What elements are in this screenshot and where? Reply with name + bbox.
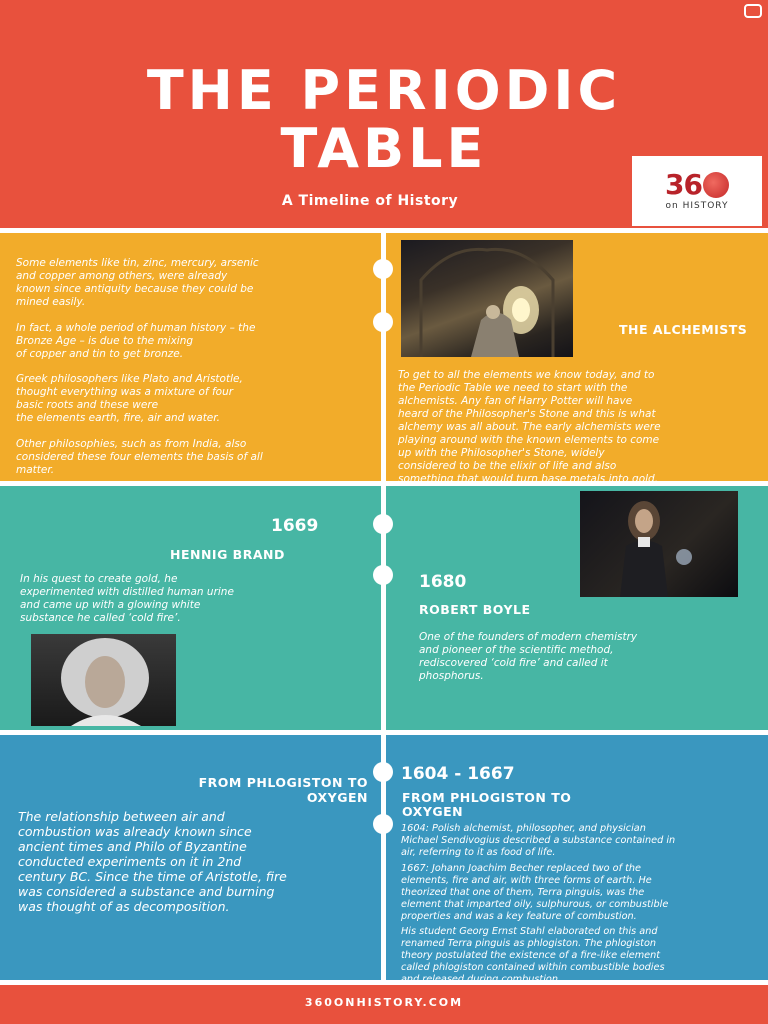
section1-paragraph: Other philosophies, such as from India, also considered these four elements the basis of all matter. (16, 438, 263, 476)
phlogiston-paragraph: His student Georg Ernst Stahl elaborated on this and renamed Terra pinguis as phlogiston. The phlogiston theory postulated the existence of a fire-like element called phlogiston contained within combustible bodies and released during combustion. (401, 926, 665, 985)
page-title: THE PERIODIC (146, 59, 622, 122)
timeline-dot (373, 565, 393, 585)
phlogiston-heading-left: FROM PHLOGISTON TO (198, 775, 368, 790)
year-label: 1669 (271, 516, 319, 536)
phlogiston-heading-right: FROM PHLOGISTON TO (402, 790, 572, 805)
phlogiston-paragraph: 1667: Johann Joachim Becher replaced two of the elements, fire and air, with three forms of earth. He theorized that one of them, Terra pinguis, was the element that imparted oily, sulphurous, or combustible properties and was a key feature of combustion. (401, 863, 669, 922)
portrait-photo (31, 634, 176, 726)
divider (0, 228, 768, 233)
section1-paragraph: In fact, a whole period of human history – the Bronze Age – is due to the mixing of copper and tin to get bronze. (16, 322, 256, 360)
year-label: 1680 (419, 572, 467, 592)
timeline-dot (373, 762, 393, 782)
phlogiston-paragraph: 1604: Polish alchemist, philosopher, and physician Michael Sendivogius described a substance contained in air, referring to it as food of life. (401, 823, 676, 858)
alchemists-paragraph: To get to all the elements we know today, and to the Periodic Table we need to start with the alchemists. Any fan of Harry Potter will have heard of the Philosopher's Stone and this is what alchemy was all about. The early alchemists were playing around with the known elements to come up with the Philosopher's Stone, widely considered to be the elixir of life and also something that would turn base metals into gold. (398, 369, 661, 485)
robert-boyle-portrait (580, 491, 738, 597)
section1-paragraph: Greek philosophers like Plato and Aristotle, thought everything was a mixture of four basic roots and these were the elements earth, fire, air and water. (16, 373, 243, 424)
timeline-dot (373, 312, 393, 332)
logo-mark: 36 (665, 171, 729, 199)
timeline-line (381, 233, 386, 984)
robert-boyle-portrait-art (580, 491, 738, 597)
logo-text: on HISTORY (665, 201, 729, 211)
page-subtitle: A Timeline of History (281, 193, 459, 209)
alchemist-painting (401, 240, 573, 357)
robert-boyle-heading: ROBERT BOYLE (419, 602, 531, 617)
robert-boyle-paragraph: One of the founders of modern chemistry and pioneer of the scientific method, rediscovered ‘cold fire’ and called it phosphorus. (419, 631, 638, 682)
year-range-label: 1604 - 1667 (401, 764, 515, 784)
logo-ball-icon (703, 172, 729, 198)
timeline-dot (373, 514, 393, 534)
divider (0, 730, 768, 735)
timeline-dot (373, 259, 393, 279)
logo[interactable] (632, 156, 762, 226)
phlogiston-heading-left-line2: OXYGEN (306, 790, 368, 805)
footer-link[interactable]: 360ONHISTORY.COM (304, 996, 464, 1009)
alchemist-painting-art (401, 240, 573, 357)
phlogiston-paragraph-left: The relationship between air and combustion was already known since ancient times and Philo of Byzantine conducted experiments on it in 2nd century BC. Since the time of Aristotle, fire was considered a substance and burning was thought of as decomposition. (18, 809, 287, 914)
hennig-brand-heading: HENNIG BRAND (170, 547, 285, 562)
page-title-line2: TABLE (280, 117, 488, 180)
portrait-art (31, 634, 176, 726)
section1-paragraph: Some elements like tin, zinc, mercury, arsenic and copper among others, were already known since antiquity because they could be mined easily. (16, 257, 259, 308)
phlogiston-heading-right-line2: OXYGEN (402, 804, 464, 819)
alchemists-heading: THE ALCHEMISTS (619, 322, 748, 337)
hennig-brand-paragraph: In his quest to create gold, he experimented with distilled human urine and came up with a glowing white substance he called ‘cold fire’. (20, 573, 234, 624)
chat-icon[interactable] (744, 4, 762, 18)
